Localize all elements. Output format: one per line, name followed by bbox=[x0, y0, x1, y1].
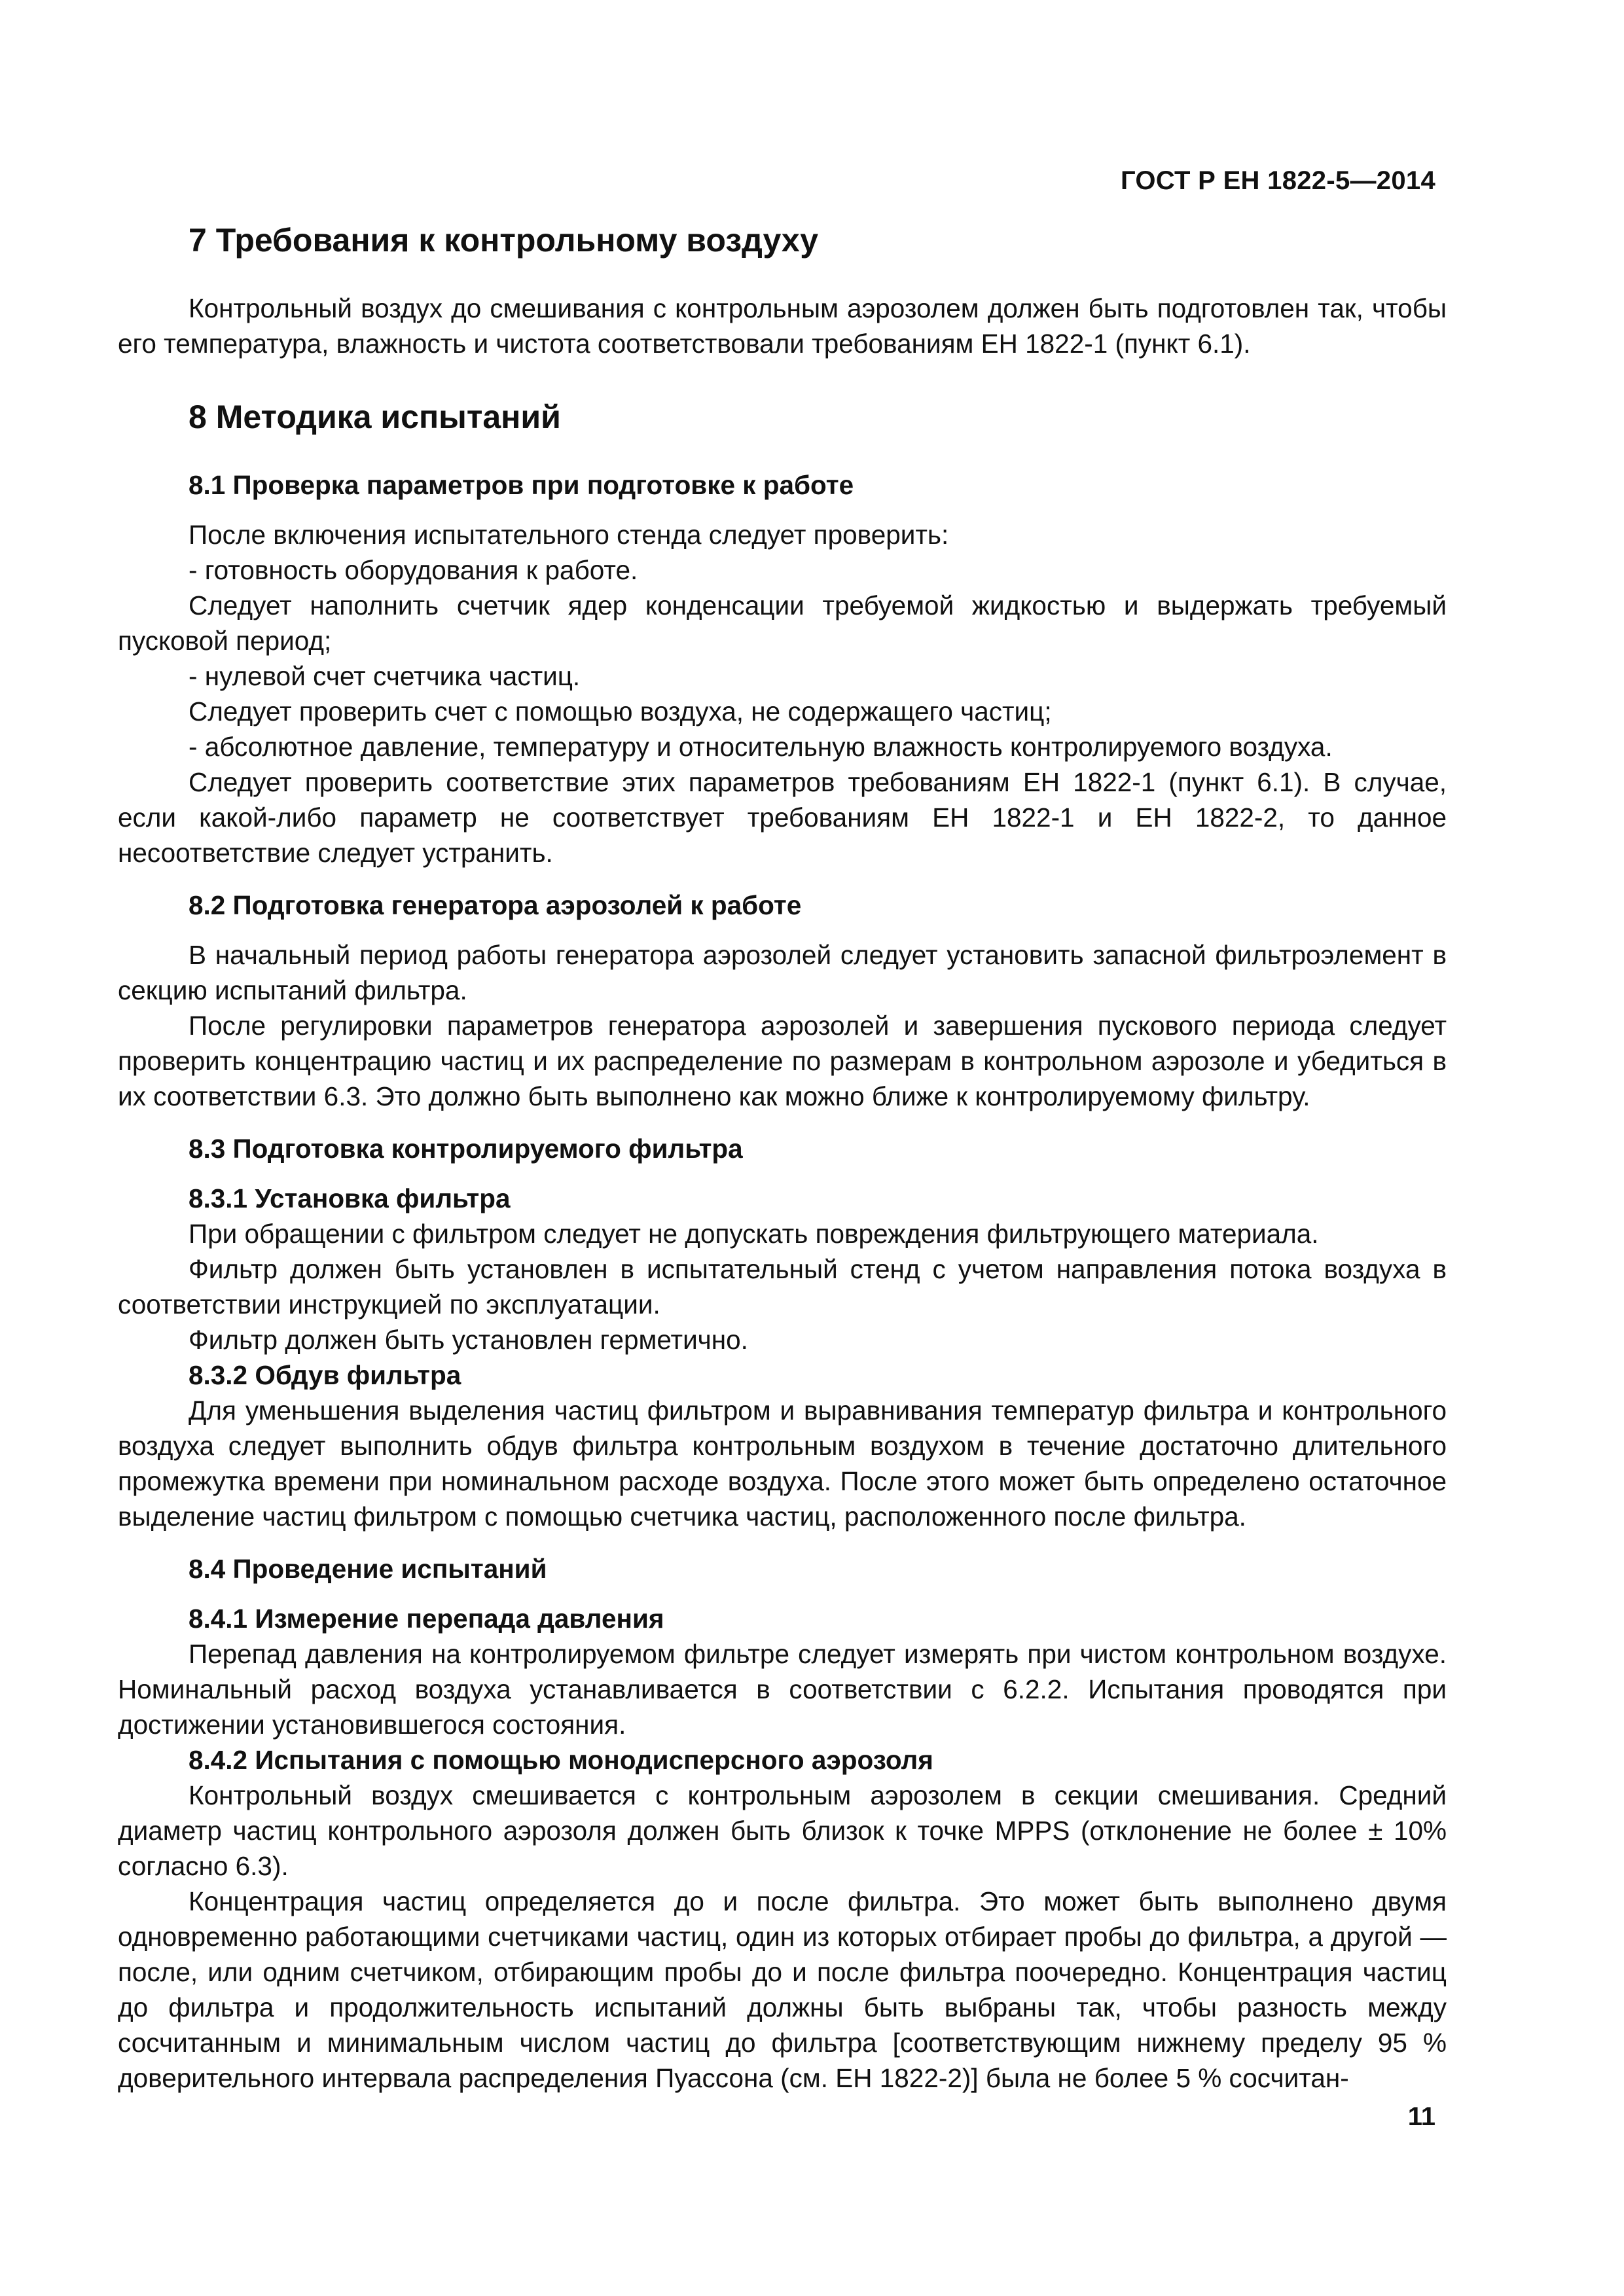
section-7-title: 7 Требования к контрольному воздуху bbox=[189, 222, 819, 259]
section-8-3-1-paragraph: Фильтр должен быть установлен в испытательный стенд с учетом направления потока воздуха в соответствии инструкцией по эксплуатации. bbox=[118, 1254, 1447, 1319]
section-7-paragraph: Контрольный воздух до смешивания с контрольным аэрозолем должен быть подготовлен так, чтобы его температура, влажность и чистота соответствовали требованиям ЕН 1822-1 (пункт 6.1). bbox=[118, 293, 1447, 359]
section-8-4-1-paragraph: Перепад давления на контролируемом фильтре следует измерять при чистом контрольном воздухе. Номинальный расход воздуха устанавливается в соответствии с 6.2.2. Испытания проводятся при достижении установившегося состояния. bbox=[118, 1639, 1447, 1740]
section-8-3-1-title: 8.3.1 Установка фильтра bbox=[189, 1183, 511, 1213]
document-code-header: ГОСТ Р ЕН 1822-5—2014 bbox=[1120, 166, 1435, 195]
section-8-1-title: 8.1 Проверка параметров при подготовке к работе bbox=[189, 470, 854, 500]
section-8-4-2-paragraph: Контрольный воздух смешивается с контрольным аэрозолем в секции смешивания. Средний диаметр частиц контрольного аэрозоля должен быть близок к точке MPPS (отклонение не более ± 10% согласно 6.3). bbox=[118, 1780, 1447, 1881]
section-8-3-1-paragraph: При обращении с фильтром следует не допускать повреждения фильтрующего материала. bbox=[189, 1219, 1319, 1249]
section-8-4-title: 8.4 Проведение испытаний bbox=[189, 1554, 547, 1584]
section-8-4-1-title: 8.4.1 Измерение перепада давления bbox=[189, 1604, 664, 1634]
section-8-1-item: - абсолютное давление, температуру и относительную влажность контролируемого воздуха. bbox=[189, 732, 1333, 762]
section-8-2-paragraph: В начальный период работы генератора аэрозолей следует установить запасной фильтроэлемент в секцию испытаний фильтра. bbox=[118, 940, 1447, 1005]
section-8-2-paragraph: После регулировки параметров генератора аэрозолей и завершения пускового периода следует проверить концентрацию частиц и их распределение по размерам в контрольном аэрозоле и убедиться в их соответствии 6.3. Это должно быть выполнено как можно ближе к контролируемому фильтру. bbox=[118, 1011, 1447, 1111]
section-8-3-2-title: 8.3.2 Обдув фильтра bbox=[189, 1360, 461, 1390]
section-8-3-2-paragraph: Для уменьшения выделения частиц фильтром и выравнивания температур фильтра и контрольного воздуха следует выполнить обдув фильтра контрольным воздухом в течение достаточно длительного промежутка времени при номинальном расходе воздуха. После этого может быть определено остаточное выделение частиц фильтром с помощью счетчика частиц, расположенного после фильтра. bbox=[118, 1395, 1447, 1532]
section-8-1-paragraph: После включения испытательного стенда следует проверить: bbox=[189, 520, 949, 550]
section-8-2-title: 8.2 Подготовка генератора аэрозолей к работе bbox=[189, 890, 802, 920]
page-content bbox=[118, 216, 1447, 2096]
section-8-3-title: 8.3 Подготовка контролируемого фильтра bbox=[189, 1134, 743, 1164]
section-8-1-item: - готовность оборудования к работе. bbox=[189, 555, 638, 585]
section-8-1-paragraph: Следует наполнить счетчик ядер конденсации требуемой жидкостью и выдержать требуемый пусковой период; bbox=[118, 590, 1447, 656]
section-8-1-item: - нулевой счет счетчика частиц. bbox=[189, 661, 581, 691]
section-8-3-1-paragraph: Фильтр должен быть установлен герметично. bbox=[189, 1325, 748, 1355]
section-8-4-2-paragraph: Концентрация частиц определяется до и после фильтра. Это может быть выполнено двумя одновременно работающими счетчиками частиц, один из которых отбирает пробы до фильтра, а другой — после, или одним счетчиком, отбирающим пробы до и после фильтра поочередно. Концентрация частиц до фильтра и продолжительность испытаний должны быть выбраны так, чтобы разность между сосчитанным и минимальным числом частиц до фильтра [соответствующим нижнему пределу 95 % доверительного интервала распределения Пуассона (см. ЕН 1822-2)] была не более 5 % сосчитан- bbox=[118, 1886, 1447, 2093]
section-8-1-paragraph: Следует проверить соответствие этих параметров требованиям ЕН 1822-1 (пункт 6.1). В случае, если какой-либо параметр не соответствует требованиям ЕН 1822-1 и ЕН 1822-2, то данное несоответствие следует устранить. bbox=[118, 767, 1447, 868]
section-8-title: 8 Методика испытаний bbox=[189, 399, 561, 435]
page-number: 11 bbox=[1407, 2102, 1435, 2131]
section-8-1-paragraph: Следует проверить счет с помощью воздуха, не содержащего частиц; bbox=[189, 696, 1052, 726]
section-8-4-2-title: 8.4.2 Испытания с помощью монодисперсного аэрозоля bbox=[189, 1745, 933, 1775]
